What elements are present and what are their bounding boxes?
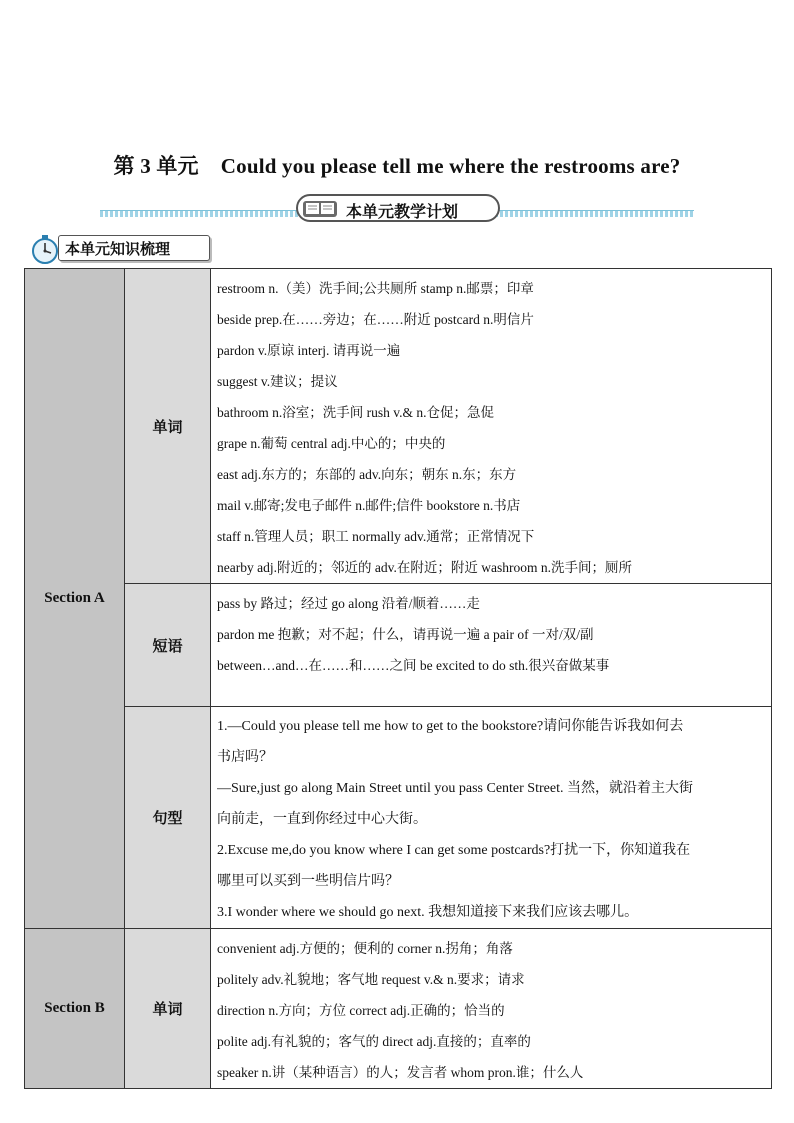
phrases-content: [211, 584, 772, 707]
list-item: between…and…在……和……之间 be excited to do sth.很兴奋做某事: [217, 658, 610, 673]
section-a-label: Section A: [25, 269, 125, 929]
list-item: grape n.葡萄 central adj.中心的；中央的: [217, 436, 446, 451]
words-content: [211, 929, 772, 1089]
stopwatch-icon: [28, 232, 62, 266]
list-item: suggest v.建议；提议: [217, 374, 338, 389]
table-row: [25, 584, 772, 707]
teaching-plan-banner: [100, 192, 694, 226]
section-b-label: Section B: [25, 929, 125, 1089]
list-item: 向前走，一直到你经过中心大街。: [217, 812, 427, 827]
list-item: speaker n.讲（某种语言）的人；发言者 whom pron.谁；什么人: [217, 1065, 584, 1080]
unit-number: 第 3 单元: [113, 154, 199, 178]
table-row: [25, 929, 772, 1089]
list-item: bathroom n.浴室；洗手间 rush v.& n.仓促；急促: [217, 405, 494, 420]
teaching-plan-label: 本单元教学计划: [346, 202, 459, 221]
table-row: [25, 707, 772, 929]
list-item: pardon me 抱歉；对不起；什么，请再说一遍 a pair of 一对/双/副: [217, 627, 594, 642]
list-item: staff n.管理人员；职工 normally adv.通常；正常情况下: [217, 529, 535, 544]
category-words: 单词: [125, 929, 211, 1089]
list-item: 1.—Could you please tell me how to get to the bookstore?请问你能告诉我如何去: [217, 719, 684, 734]
list-item: east adj.东方的；东部的 adv.向东；朝东 n.东；东方: [217, 467, 517, 482]
list-item: politely adv.礼貌地；客气地 request v.& n.要求；请求: [217, 972, 525, 987]
list-item: pardon v.原谅 interj. 请再说一遍: [217, 343, 401, 358]
banner-pill: [296, 194, 500, 222]
list-item: beside prep.在……旁边；在……附近 postcard n.明信片: [217, 312, 534, 327]
list-item: nearby adj.附近的；邻近的 adv.在附近；附近 washroom n.洗手间；厕所: [217, 560, 632, 575]
knowledge-table: [24, 268, 772, 1089]
unit-title-text: Could you please tell me where the restrooms are?: [220, 154, 681, 178]
knowledge-summary-label: 本单元知识梳理: [65, 240, 171, 258]
list-item: —Sure,just go along Main Street until you pass Center Street. 当然，就沿着主大街: [217, 781, 693, 796]
list-item: direction n.方向；方位 correct adj.正确的；恰当的: [217, 1003, 505, 1018]
list-item: 书店吗？: [217, 750, 273, 765]
knowledge-summary-tag: [28, 232, 214, 264]
tag-box: [58, 235, 210, 261]
category-words: 单词: [125, 269, 211, 584]
list-item: restroom n.（美）洗手间;公共厕所 stamp n.邮票；印章: [217, 281, 534, 296]
page-title: [0, 150, 794, 180]
list-item: 3.I wonder where we should go next. 我想知道接下来我们应该去哪儿。: [217, 905, 639, 920]
book-icon: [302, 199, 338, 219]
category-sentences: 句型: [125, 707, 211, 929]
list-item: pass by 路过；经过 go along 沿着/顺着……走: [217, 596, 480, 611]
sentences-content: [211, 707, 772, 929]
list-item: mail v.邮寄;发电子邮件 n.邮件;信件 bookstore n.书店: [217, 498, 521, 513]
table-row: [25, 269, 772, 584]
list-item: polite adj.有礼貌的；客气的 direct adj.直接的；直率的: [217, 1034, 531, 1049]
list-item: convenient adj.方便的；便利的 corner n.拐角；角落: [217, 941, 513, 956]
list-item: 哪里可以买到一些明信片吗？: [217, 874, 399, 889]
list-item: 2.Excuse me,do you know where I can get some postcards?打扰一下，你知道我在: [217, 843, 691, 858]
category-phrases: 短语: [125, 584, 211, 707]
words-content: [211, 269, 772, 584]
